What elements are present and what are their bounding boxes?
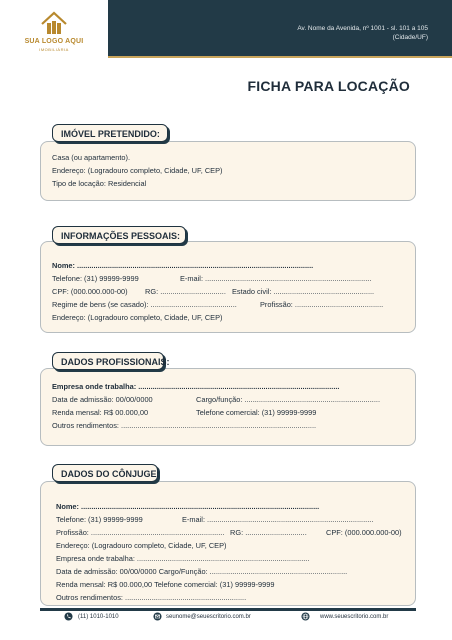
pessoais-endereco: Endereço: (Logradouro completo, Cidade, UF, CEP) bbox=[52, 313, 223, 322]
footer-email[interactable]: seunome@seuescritorio.com.br bbox=[166, 614, 251, 620]
company-address bbox=[297, 24, 428, 42]
document-title: FICHA PARA LOCAÇÃO bbox=[247, 78, 410, 94]
conjuge-admissao-cargo: Data de admissão: 00/00/0000 Cargo/Função: ................................................................... bbox=[56, 567, 348, 576]
pessoais-nome: Nome: ................................................................................................................... bbox=[52, 261, 314, 270]
imovel-line-2: Endereço: (Logradouro completo, Cidade, UF, CEP) bbox=[52, 166, 223, 175]
header-stripe bbox=[108, 56, 452, 58]
conjuge-renda-telefone: Renda mensal: R$ 00.000,00 Telefone comercial: (31) 99999-9999 bbox=[56, 580, 275, 589]
globe-icon bbox=[301, 612, 310, 621]
footer-band bbox=[40, 608, 416, 611]
profissionais-cargo: Cargo/função: .................................................................. bbox=[196, 395, 381, 404]
section-profissionais-heading: DADOS PROFISSIONAIS: bbox=[52, 352, 164, 370]
house-logo-icon bbox=[40, 10, 68, 36]
pessoais-rg: RG: ................................ bbox=[145, 287, 226, 296]
conjuge-telefone: Telefone: (31) 99999-9999 bbox=[56, 515, 143, 524]
conjuge-profissao: Profissão: ................................................................. bbox=[56, 528, 225, 537]
section-conjuge-heading: DADOS DO CÔNJUGE: bbox=[52, 464, 158, 482]
pessoais-telefone: Telefone: (31) 99999-9999 bbox=[52, 274, 139, 283]
profissionais-renda: Renda mensal: R$ 00.000,00 bbox=[52, 408, 149, 417]
pessoais-regime: Regime de bens (se casado): .......................................... bbox=[52, 300, 237, 309]
pessoais-profissao: Profissão: ........................................... bbox=[260, 300, 384, 309]
pessoais-cpf: CPF: (000.000.000-00) bbox=[52, 287, 128, 296]
conjuge-email: E-mail: ................................................................................. bbox=[182, 515, 374, 524]
logo bbox=[0, 0, 108, 66]
pessoais-estado-civil: Estado civil: ................................................. bbox=[232, 287, 375, 296]
section-imovel-heading: IMÓVEL PRETENDIDO: bbox=[52, 124, 168, 142]
conjuge-cpf: CPF: (000.000.000-00) bbox=[326, 528, 402, 537]
conjuge-outros: Outros rendimentos: ........................................................... bbox=[56, 593, 247, 602]
profissionais-admissao: Data de admissão: 00/00/0000 bbox=[52, 395, 153, 404]
logo-text: SUA LOGO AQUI bbox=[24, 38, 84, 45]
profissionais-outros: Outros rendimentos: ............................................................................................... bbox=[52, 421, 317, 430]
conjuge-rg: RG: .............................. bbox=[230, 528, 307, 537]
page-header bbox=[0, 0, 452, 80]
imovel-line-3: Tipo de locação: Residencial bbox=[52, 179, 147, 188]
logo-subtitle: IMOBILIÁRIA bbox=[39, 47, 69, 52]
section-pessoais-heading: INFORMAÇÕES PESSOAIS: bbox=[52, 226, 186, 244]
phone-icon bbox=[64, 612, 73, 621]
address-line-1: Av. Nome da Avenida, nº 1001 - sl. 101 a 105 bbox=[297, 25, 428, 32]
pessoais-email: E-mail: ................................................................................. bbox=[180, 274, 372, 283]
imovel-line-1: Casa (ou apartamento). bbox=[52, 153, 131, 162]
conjuge-nome: Nome: .................................................................................................................... bbox=[56, 502, 320, 511]
conjuge-endereco: Endereço: (Logradouro completo, Cidade, UF, CEP) bbox=[56, 541, 227, 550]
footer-site[interactable]: www.seuescritorio.com.br bbox=[320, 614, 389, 620]
address-line-2: (Cidade/UF) bbox=[392, 34, 428, 41]
profissionais-empresa: Empresa onde trabalha: .................................................................................................. bbox=[52, 382, 340, 391]
conjuge-empresa: Empresa onde trabalha: .................................................................................... bbox=[56, 554, 310, 563]
profissionais-telefone-comercial: Telefone comercial: (31) 99999-9999 bbox=[196, 408, 317, 417]
email-icon bbox=[153, 612, 162, 621]
footer-phone: (11) 1010-1010 bbox=[78, 614, 119, 620]
section-profissionais-box bbox=[40, 368, 416, 446]
